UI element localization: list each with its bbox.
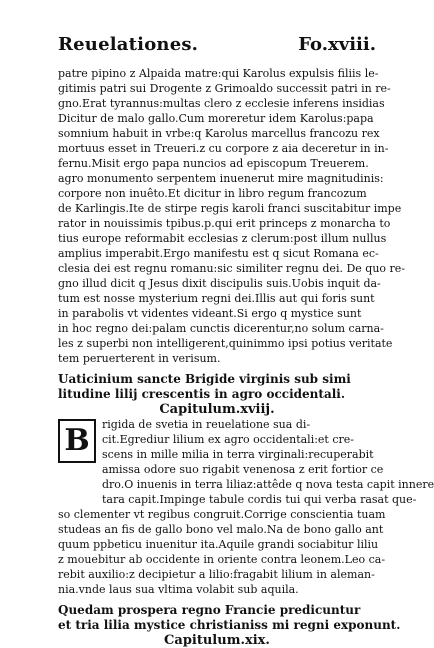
paragraph-2-initial-lines <box>102 417 434 507</box>
text-line: rator in nouissimis tpibus.p.qui erit princeps z monarcha to <box>58 217 391 230</box>
title-line: Uaticinium sancte Brigide virginis sub simi <box>58 372 351 386</box>
text-line: amissa odore suo rigabit venenosa z erit fortior ce <box>102 463 384 476</box>
text-line: patre pipino z Alpaida matre:qui Karolus expulsis filiis le- <box>58 67 379 80</box>
text-line: fernu.Misit ergo papa nuncios ad episcopum Treuerem. <box>58 157 369 170</box>
text-line: so clementer vt regibus congruit.Corrige conscientia tuam <box>58 508 386 521</box>
title-line: Quedam prospera regno Francie predicuntur <box>58 603 361 617</box>
chapter-heading-xviii: Capitulum.xviij. <box>159 402 275 417</box>
text-line: quum ppbeticu inuenitur ita.Aquile grandi sociabitur liliu <box>58 538 379 551</box>
text-line: les z superbi non intelligerent,quinimmo ipsi potius veritate <box>58 337 393 350</box>
text-line: rebit auxilio:z decipietur a lilio:fragabit lilium in aleman- <box>58 568 375 581</box>
text-line: cit.Egrediur lilium ex agro occidentali:et cre- <box>102 433 354 446</box>
text-line: somnium habuit in vrbe:q Karolus marcellus francozu rex <box>58 127 380 140</box>
text-line: clesia dei est regnu romanu:sic similiter regnu dei. De quo re- <box>58 262 406 275</box>
section-2-title <box>58 603 401 633</box>
initial-letter: B <box>64 423 90 458</box>
text-line: rigida de svetia in reuelatione sua di- <box>102 418 311 431</box>
text-line: de Karlingis.Ite de stirpe regis karoli franci suscitabitur impe <box>58 202 402 215</box>
title-line: litudine lilij crescentis in agro occidentali. <box>58 387 346 401</box>
title-line: et tria lilia mystice christianiss mi regni exponunt. <box>58 618 401 632</box>
paragraph-1 <box>58 66 406 366</box>
text-line: tius europe reformabit ecclesias z clerum:post illum nullus <box>58 232 387 245</box>
text-line: tum est nosse mysterium regni dei.Illis aut qui foris sunt <box>58 292 375 305</box>
page-header <box>58 34 376 62</box>
page-body <box>58 66 434 648</box>
text-line: gitimis patri sui Drogente z Grimoaldo successit patri in re- <box>58 82 391 95</box>
text-line: agro monumento serpentem inuenerut mire magnitudinis: <box>58 172 384 185</box>
section-1-title <box>58 372 376 402</box>
text-line: corpore non inuêto.Et dicitur in libro regum francozum <box>58 187 367 200</box>
text-line: nia.vnde laus sua vltima volabit sub aquila. <box>58 583 299 596</box>
text-line: dro.O inuenis in terra liliaz:attêde q nova testa capit innere <box>102 478 434 491</box>
text-line: Dicitur de malo gallo.Cum moreretur idem Karolus:papa <box>58 112 374 125</box>
chapter-heading-xix: Capitulum.xix. <box>164 633 270 648</box>
running-title: Reuelationes. <box>58 34 199 55</box>
decorated-initial <box>58 419 96 463</box>
text-line: studeas an fis de gallo bono vel malo.Na de bono gallo ant <box>58 523 384 536</box>
text-line: scens in mille milia in terra virginali:recuperabit <box>102 448 374 461</box>
text-line: amplius imperabit.Ergo manifestu est q sicut Romana ec- <box>58 247 379 260</box>
text-line: in parabolis vt videntes videant.Si ergo q mystice sunt <box>58 307 362 320</box>
text-line: gno.Erat tyrannus:multas clero z ecclesie inferens insidias <box>58 97 385 110</box>
text-line: gno illud dicit q Jesus dixit discipulis suis.Uobis inquit da- <box>58 277 381 290</box>
text-line: mortuus esset in Treueri.z cu corpore z aia deceretur in in- <box>58 142 389 155</box>
folio-number: Fo.xviii. <box>298 34 376 55</box>
text-line: z mouebitur ab occidente in oriente contra leonem.Leo ca- <box>58 553 386 566</box>
text-line: in hoc regno dei:palam cunctis dicerentur,no solum carna- <box>58 322 384 335</box>
paragraph-2 <box>58 417 434 537</box>
text-line: tem peruerterent in verisum. <box>58 352 221 365</box>
text-line: tara capit.Impinge tabule cordis tui qui verba rasat que- <box>102 493 417 506</box>
